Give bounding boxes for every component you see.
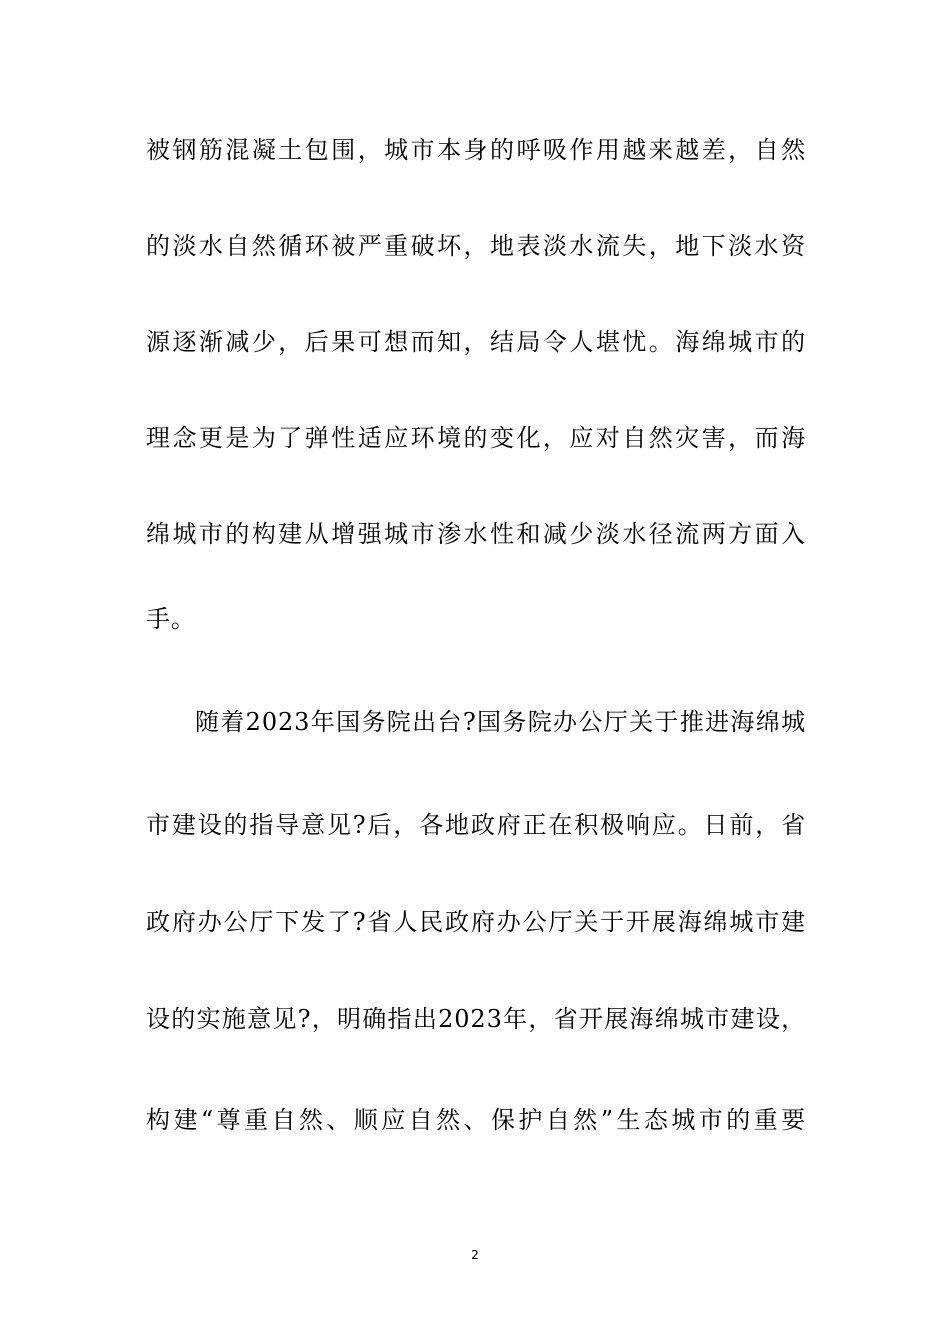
paragraph-line: 构建“尊重自然、顺应自然、保护自然”生态城市的重要: [146, 1106, 806, 1134]
paragraph-line: 理念更是为了弹性适应环境的变化，应对自然灾害，而海: [146, 424, 806, 452]
paragraph-line: 被钢筋混凝土包围，城市本身的呼吸作用越来越差，自然: [146, 136, 806, 164]
paragraph-first-line: 随着2023年国务院出台?国务院办公厅关于推进海绵城: [195, 708, 806, 736]
paragraph-line: 市建设的指导意见?后，各地政府正在积极响应。日前，省: [146, 811, 806, 839]
paragraph-line: 绵城市的构建从增强城市渗水性和减少淡水径流两方面入: [146, 520, 806, 548]
page-number: 2: [471, 1248, 479, 1262]
paragraph-line: 源逐渐减少，后果可想而知，结局令人堪忧。海绵城市的: [146, 328, 806, 356]
paragraph-line: 手。: [146, 605, 196, 633]
paragraph-line: 设的实施意见?，明确指出2023年，省开展海绵城市建设，: [146, 1005, 806, 1033]
paragraph-line: 政府办公厅下发了?省人民政府办公厅关于开展海绵城市建: [146, 908, 806, 936]
paragraph-line: 的淡水自然循环被严重破坏，地表淡水流失，地下淡水资: [146, 232, 806, 260]
